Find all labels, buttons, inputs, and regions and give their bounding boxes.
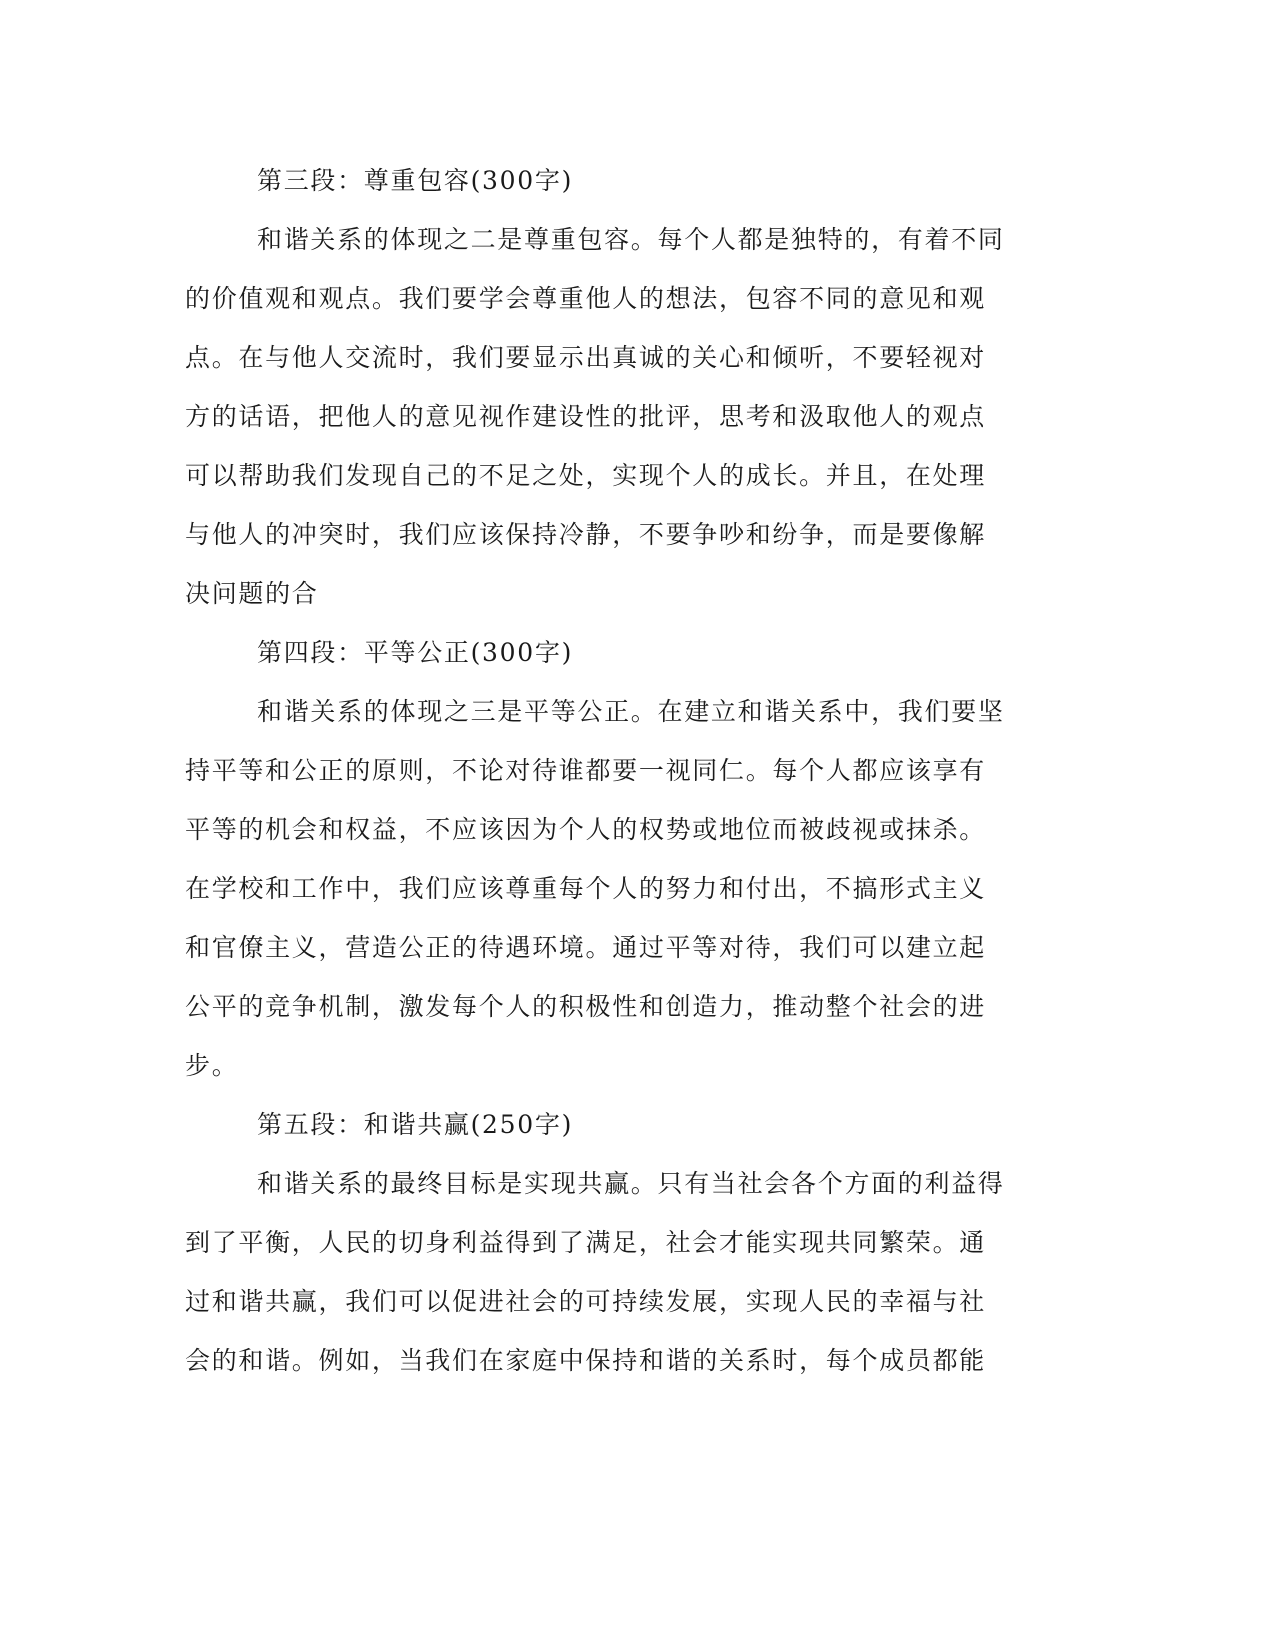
paragraph-line: 持平等和公正的原则，不论对待谁都要一视同仁。每个人都应该享有 xyxy=(185,756,987,785)
paragraph-line: 到了平衡，人民的切身利益得到了满足，社会才能实现共同繁荣。通 xyxy=(185,1228,987,1257)
paragraph-line: 方的话语，把他人的意见视作建设性的批评，思考和汲取他人的观点 xyxy=(185,402,987,431)
section-heading-3: 第三段：尊重包容(300字) xyxy=(257,166,574,195)
paragraph-line: 过和谐共赢，我们可以促进社会的可持续发展，实现人民的幸福与社 xyxy=(185,1287,987,1316)
paragraph-line: 在学校和工作中，我们应该尊重每个人的努力和付出，不搞形式主义 xyxy=(185,874,987,903)
paragraph-line: 公平的竞争机制，激发每个人的积极性和创造力，推动整个社会的进 xyxy=(185,992,987,1021)
paragraph-line: 和官僚主义，营造公正的待遇环境。通过平等对待，我们可以建立起 xyxy=(185,933,987,962)
paragraph-line: 和谐关系的最终目标是实现共赢。只有当社会各个方面的利益得 xyxy=(257,1169,1005,1198)
section-heading-5: 第五段：和谐共赢(250字) xyxy=(257,1110,574,1139)
paragraph-line: 和谐关系的体现之二是尊重包容。每个人都是独特的，有着不同 xyxy=(257,225,1005,254)
paragraph-line: 的价值观和观点。我们要学会尊重他人的想法，包容不同的意见和观 xyxy=(185,284,987,313)
paragraph-line: 会的和谐。例如，当我们在家庭中保持和谐的关系时，每个成员都能 xyxy=(185,1346,987,1375)
paragraph-line: 决问题的合 xyxy=(185,579,319,608)
paragraph-line: 可以帮助我们发现自己的不足之处，实现个人的成长。并且，在处理 xyxy=(185,461,987,490)
paragraph-line: 点。在与他人交流时，我们要显示出真诚的关心和倾听，不要轻视对 xyxy=(185,343,987,372)
paragraph-line: 步。 xyxy=(185,1051,239,1080)
paragraph-line: 与他人的冲突时，我们应该保持冷静，不要争吵和纷争，而是要像解 xyxy=(185,520,987,549)
paragraph-line: 和谐关系的体现之三是平等公正。在建立和谐关系中，我们要坚 xyxy=(257,697,1005,726)
paragraph-line: 平等的机会和权益，不应该因为个人的权势或地位而被歧视或抹杀。 xyxy=(185,815,987,844)
section-heading-4: 第四段：平等公正(300字) xyxy=(257,638,574,667)
